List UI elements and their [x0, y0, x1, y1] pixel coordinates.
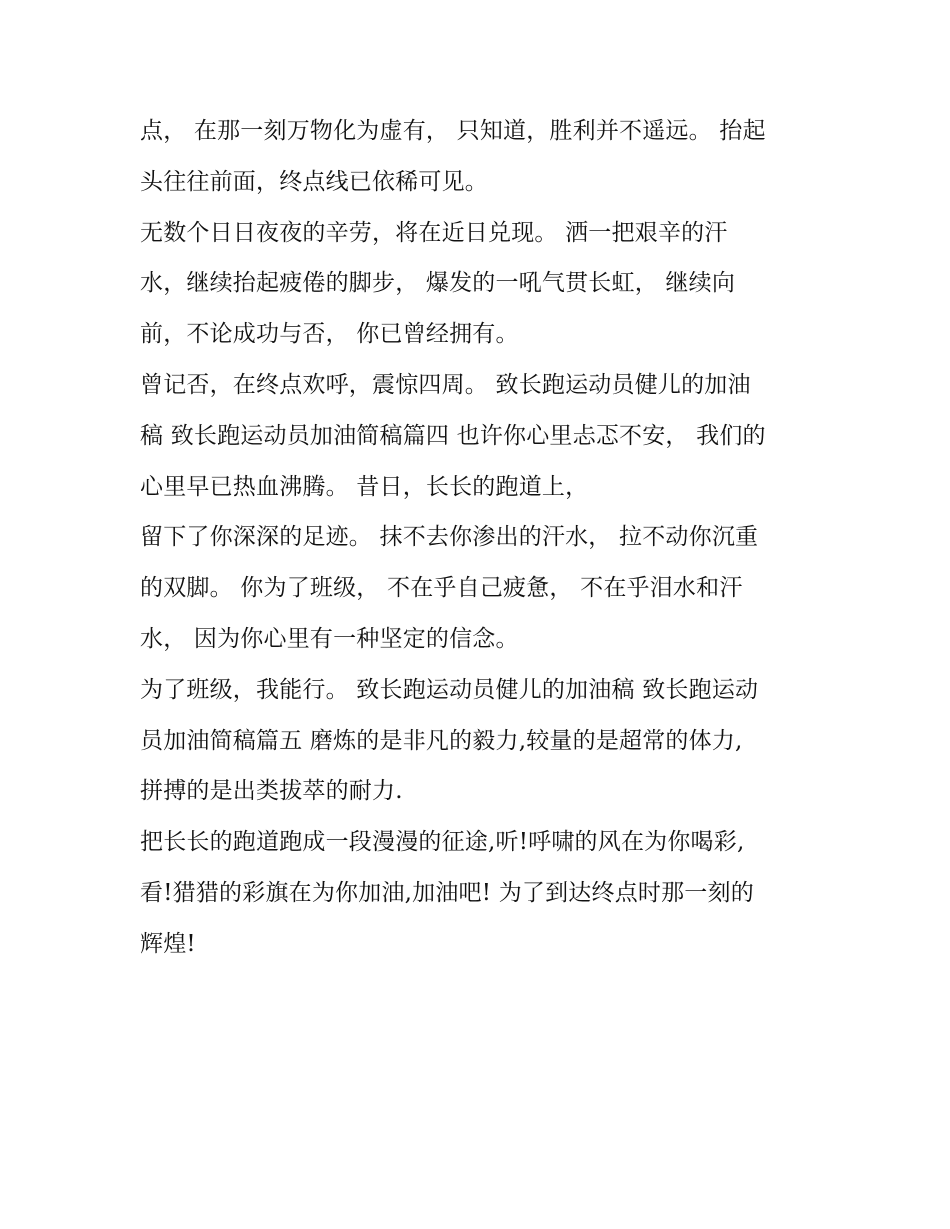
text-line: 无数个日日夜夜的辛劳，将在近日兑现。 洒一把艰辛的汗 — [140, 219, 728, 246]
text-line: 辉煌! — [140, 930, 196, 957]
text-line: 心里早已热血沸腾。 昔日，长长的跑道上， — [140, 473, 589, 500]
text-line: 的双脚。 你为了班级， 不在乎自己疲惫， 不在乎泪水和汗 — [140, 575, 743, 602]
text-line: 稿 致长跑运动员加油简稿篇四 也许你心里忐忑不安， 我们的 — [140, 422, 766, 449]
text-line: 为了班级，我能行。 致长跑运动员健儿的加油稿 致长跑运动 — [140, 676, 759, 703]
text-line: 前，不论成功与否， 你已曾经拥有。 — [140, 321, 519, 348]
text-line: 水，继续抬起疲倦的脚步， 爆发的一吼气贯长虹， 继续向 — [140, 270, 736, 297]
text-line: 点， 在那一刻万物化为虚有， 只知道，胜利并不遥远。 抬起 — [140, 118, 766, 144]
text-line: 看!猎猎的彩旗在为你加油,加油吧! 为了到达终点时那一刻的 — [140, 879, 754, 906]
text-line: 留下了你深深的足迹。 抹不去你渗出的汗水， 拉不动你沉重 — [140, 524, 759, 551]
text-line: 头往往前面，终点线已依稀可见。 — [140, 168, 488, 195]
text-line: 拼搏的是出类拔萃的耐力. — [140, 778, 403, 805]
text-line: 员加油简稿篇五 磨炼的是非凡的毅力,较量的是超常的体力, — [140, 727, 743, 754]
text-line: 把长长的跑道跑成一段漫漫的征途,听!呼啸的风在为你喝彩, — [140, 829, 745, 856]
text-line: 水， 因为你心里有一种坚定的信念。 — [140, 625, 519, 652]
body-text — [140, 106, 820, 970]
text-line: 曾记否，在终点欢呼，震惊四周。 致长跑运动员健儿的加油 — [140, 371, 751, 398]
